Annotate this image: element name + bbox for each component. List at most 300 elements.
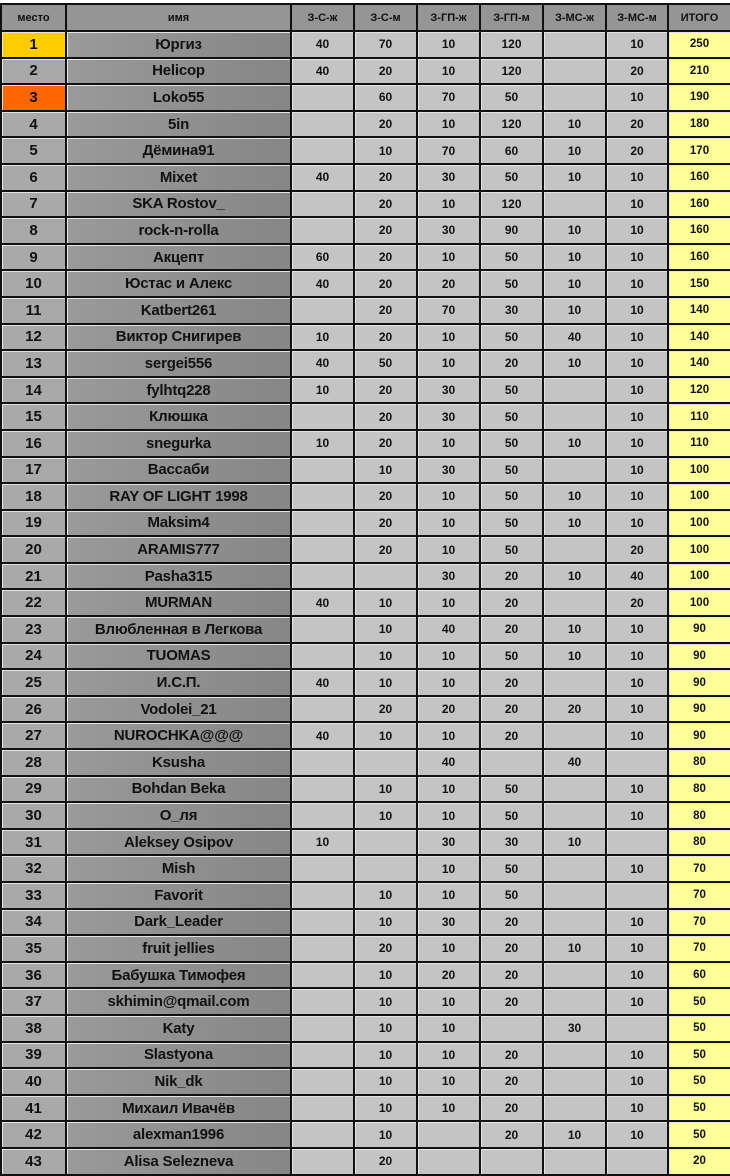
place-cell: 23 bbox=[1, 616, 66, 643]
header-z-s-m: З-С-м bbox=[354, 4, 417, 31]
total-cell: 140 bbox=[668, 350, 730, 377]
z-gp-m-cell: 60 bbox=[480, 137, 543, 164]
table-row bbox=[1, 829, 730, 856]
table-row bbox=[1, 722, 730, 749]
z-ms-m-cell: 40 bbox=[606, 563, 668, 590]
z-gp-m-cell: 20 bbox=[480, 962, 543, 989]
z-s-m-cell: 20 bbox=[354, 403, 417, 430]
place-cell: 30 bbox=[1, 802, 66, 829]
name-cell: rock-n-rolla bbox=[66, 217, 291, 244]
total-cell: 90 bbox=[668, 722, 730, 749]
z-ms-zh-cell: 10 bbox=[543, 829, 606, 856]
place-cell: 36 bbox=[1, 962, 66, 989]
z-s-m-cell: 20 bbox=[354, 377, 417, 404]
z-ms-zh-cell bbox=[543, 31, 606, 58]
z-s-m-cell: 20 bbox=[354, 164, 417, 191]
z-s-zh-cell bbox=[291, 563, 354, 590]
place-cell: 2 bbox=[1, 58, 66, 85]
place-cell: 7 bbox=[1, 191, 66, 218]
table-row bbox=[1, 1148, 730, 1175]
z-ms-m-cell: 10 bbox=[606, 377, 668, 404]
z-gp-m-cell: 50 bbox=[480, 536, 543, 563]
place-cell: 14 bbox=[1, 377, 66, 404]
z-s-zh-cell bbox=[291, 1148, 354, 1175]
name-cell: Ksusha bbox=[66, 749, 291, 776]
table-row bbox=[1, 137, 730, 164]
place-cell: 43 bbox=[1, 1148, 66, 1175]
z-ms-zh-cell: 10 bbox=[543, 350, 606, 377]
z-s-m-cell: 20 bbox=[354, 1148, 417, 1175]
z-gp-m-cell: 50 bbox=[480, 483, 543, 510]
total-cell: 210 bbox=[668, 58, 730, 85]
z-s-m-cell: 20 bbox=[354, 270, 417, 297]
total-cell: 80 bbox=[668, 749, 730, 776]
z-gp-m-cell: 20 bbox=[480, 722, 543, 749]
name-cell: О_ля bbox=[66, 802, 291, 829]
z-gp-m-cell: 50 bbox=[480, 882, 543, 909]
z-gp-zh-cell: 10 bbox=[417, 324, 480, 351]
z-s-zh-cell: 40 bbox=[291, 58, 354, 85]
z-s-m-cell: 10 bbox=[354, 457, 417, 484]
z-ms-m-cell: 10 bbox=[606, 324, 668, 351]
table-row bbox=[1, 377, 730, 404]
z-gp-m-cell: 50 bbox=[480, 164, 543, 191]
name-cell: Mixet bbox=[66, 164, 291, 191]
table-row bbox=[1, 962, 730, 989]
table-row bbox=[1, 1015, 730, 1042]
z-s-zh-cell bbox=[291, 909, 354, 936]
place-cell: 33 bbox=[1, 882, 66, 909]
z-s-zh-cell: 40 bbox=[291, 722, 354, 749]
z-s-m-cell: 60 bbox=[354, 84, 417, 111]
z-s-m-cell bbox=[354, 855, 417, 882]
z-ms-m-cell: 10 bbox=[606, 962, 668, 989]
name-cell: skhimin@qmail.com bbox=[66, 988, 291, 1015]
z-gp-m-cell: 20 bbox=[480, 909, 543, 936]
z-s-zh-cell bbox=[291, 1121, 354, 1148]
z-gp-m-cell: 20 bbox=[480, 1121, 543, 1148]
leaderboard-table bbox=[0, 3, 730, 1176]
name-cell: Михаил Ивачёв bbox=[66, 1095, 291, 1122]
name-cell: Maksim4 bbox=[66, 510, 291, 537]
z-s-zh-cell bbox=[291, 84, 354, 111]
z-s-m-cell: 20 bbox=[354, 297, 417, 324]
z-s-m-cell: 10 bbox=[354, 643, 417, 670]
z-s-m-cell: 20 bbox=[354, 58, 417, 85]
z-s-zh-cell bbox=[291, 935, 354, 962]
z-ms-m-cell: 10 bbox=[606, 1042, 668, 1069]
name-cell: RAY OF LIGHT 1998 bbox=[66, 483, 291, 510]
z-ms-zh-cell: 10 bbox=[543, 297, 606, 324]
total-cell: 70 bbox=[668, 882, 730, 909]
z-ms-m-cell: 10 bbox=[606, 935, 668, 962]
z-gp-m-cell: 120 bbox=[480, 111, 543, 138]
z-gp-zh-cell: 70 bbox=[417, 84, 480, 111]
z-gp-zh-cell: 10 bbox=[417, 589, 480, 616]
z-s-m-cell: 50 bbox=[354, 350, 417, 377]
z-gp-zh-cell: 10 bbox=[417, 935, 480, 962]
total-cell: 100 bbox=[668, 536, 730, 563]
z-s-m-cell bbox=[354, 749, 417, 776]
z-gp-m-cell bbox=[480, 1148, 543, 1175]
z-s-zh-cell: 10 bbox=[291, 829, 354, 856]
z-s-m-cell: 10 bbox=[354, 589, 417, 616]
place-cell: 37 bbox=[1, 988, 66, 1015]
z-gp-m-cell: 120 bbox=[480, 58, 543, 85]
z-s-zh-cell bbox=[291, 882, 354, 909]
table-row bbox=[1, 669, 730, 696]
table-row bbox=[1, 350, 730, 377]
table-row bbox=[1, 1121, 730, 1148]
z-ms-zh-cell: 10 bbox=[543, 483, 606, 510]
name-cell: Клюшка bbox=[66, 403, 291, 430]
z-s-m-cell: 20 bbox=[354, 536, 417, 563]
z-ms-m-cell: 10 bbox=[606, 191, 668, 218]
table-row bbox=[1, 297, 730, 324]
table-row bbox=[1, 855, 730, 882]
table-row bbox=[1, 324, 730, 351]
z-ms-m-cell: 10 bbox=[606, 297, 668, 324]
z-ms-m-cell: 10 bbox=[606, 510, 668, 537]
name-cell: Favorit bbox=[66, 882, 291, 909]
place-cell: 16 bbox=[1, 430, 66, 457]
total-cell: 100 bbox=[668, 563, 730, 590]
z-gp-zh-cell: 20 bbox=[417, 696, 480, 723]
total-cell: 50 bbox=[668, 988, 730, 1015]
z-ms-zh-cell: 10 bbox=[543, 430, 606, 457]
z-s-zh-cell: 40 bbox=[291, 31, 354, 58]
total-cell: 50 bbox=[668, 1121, 730, 1148]
z-s-zh-cell bbox=[291, 191, 354, 218]
name-cell: Alisa Selezneva bbox=[66, 1148, 291, 1175]
table-body bbox=[1, 31, 730, 1175]
name-cell: Aleksey Osipov bbox=[66, 829, 291, 856]
table-row bbox=[1, 589, 730, 616]
name-cell: SKA Rostov_ bbox=[66, 191, 291, 218]
header-place: место bbox=[1, 4, 66, 31]
z-s-zh-cell bbox=[291, 1042, 354, 1069]
place-cell: 31 bbox=[1, 829, 66, 856]
total-cell: 160 bbox=[668, 217, 730, 244]
z-s-m-cell: 20 bbox=[354, 483, 417, 510]
z-gp-zh-cell: 70 bbox=[417, 137, 480, 164]
name-cell: Nik_dk bbox=[66, 1068, 291, 1095]
place-cell: 5 bbox=[1, 137, 66, 164]
z-ms-m-cell: 10 bbox=[606, 350, 668, 377]
place-cell: 17 bbox=[1, 457, 66, 484]
table-row bbox=[1, 84, 730, 111]
z-gp-zh-cell: 70 bbox=[417, 297, 480, 324]
z-gp-m-cell: 50 bbox=[480, 324, 543, 351]
z-s-zh-cell: 40 bbox=[291, 350, 354, 377]
total-cell: 50 bbox=[668, 1015, 730, 1042]
z-ms-zh-cell bbox=[543, 802, 606, 829]
z-gp-zh-cell: 10 bbox=[417, 1068, 480, 1095]
total-cell: 90 bbox=[668, 616, 730, 643]
z-s-zh-cell bbox=[291, 988, 354, 1015]
place-cell: 8 bbox=[1, 217, 66, 244]
total-cell: 180 bbox=[668, 111, 730, 138]
z-s-m-cell: 20 bbox=[354, 111, 417, 138]
total-cell: 100 bbox=[668, 457, 730, 484]
z-ms-zh-cell bbox=[543, 1042, 606, 1069]
z-gp-zh-cell: 10 bbox=[417, 1015, 480, 1042]
total-cell: 20 bbox=[668, 1148, 730, 1175]
total-cell: 50 bbox=[668, 1095, 730, 1122]
place-cell: 13 bbox=[1, 350, 66, 377]
total-cell: 90 bbox=[668, 669, 730, 696]
z-s-m-cell: 20 bbox=[354, 510, 417, 537]
z-ms-m-cell bbox=[606, 749, 668, 776]
name-cell: Pasha315 bbox=[66, 563, 291, 590]
z-gp-zh-cell: 20 bbox=[417, 962, 480, 989]
z-gp-m-cell: 50 bbox=[480, 643, 543, 670]
z-s-zh-cell bbox=[291, 457, 354, 484]
total-cell: 110 bbox=[668, 403, 730, 430]
z-s-m-cell: 10 bbox=[354, 988, 417, 1015]
z-gp-m-cell: 20 bbox=[480, 1095, 543, 1122]
z-s-zh-cell: 40 bbox=[291, 164, 354, 191]
z-ms-m-cell: 20 bbox=[606, 58, 668, 85]
name-cell: Дёмина91 bbox=[66, 137, 291, 164]
z-gp-zh-cell: 10 bbox=[417, 111, 480, 138]
name-cell: Slastyona bbox=[66, 1042, 291, 1069]
place-cell: 35 bbox=[1, 935, 66, 962]
z-s-zh-cell: 40 bbox=[291, 270, 354, 297]
total-cell: 170 bbox=[668, 137, 730, 164]
z-s-m-cell: 10 bbox=[354, 1121, 417, 1148]
place-cell: 24 bbox=[1, 643, 66, 670]
table-row bbox=[1, 749, 730, 776]
place-cell: 42 bbox=[1, 1121, 66, 1148]
z-s-m-cell: 20 bbox=[354, 430, 417, 457]
place-cell: 15 bbox=[1, 403, 66, 430]
z-gp-zh-cell: 20 bbox=[417, 270, 480, 297]
place-cell: 10 bbox=[1, 270, 66, 297]
table-row bbox=[1, 909, 730, 936]
header-row bbox=[1, 4, 730, 31]
place-cell: 38 bbox=[1, 1015, 66, 1042]
table-row bbox=[1, 563, 730, 590]
z-gp-m-cell: 20 bbox=[480, 589, 543, 616]
z-gp-m-cell: 50 bbox=[480, 403, 543, 430]
total-cell: 70 bbox=[668, 935, 730, 962]
z-gp-zh-cell: 10 bbox=[417, 722, 480, 749]
z-ms-m-cell: 10 bbox=[606, 802, 668, 829]
z-gp-m-cell: 90 bbox=[480, 217, 543, 244]
place-cell: 29 bbox=[1, 776, 66, 803]
z-s-m-cell: 20 bbox=[354, 696, 417, 723]
total-cell: 150 bbox=[668, 270, 730, 297]
place-cell: 41 bbox=[1, 1095, 66, 1122]
z-s-zh-cell bbox=[291, 403, 354, 430]
z-gp-zh-cell: 10 bbox=[417, 191, 480, 218]
name-cell: fruit jellies bbox=[66, 935, 291, 962]
name-cell: sergei556 bbox=[66, 350, 291, 377]
z-ms-zh-cell bbox=[543, 776, 606, 803]
z-s-zh-cell bbox=[291, 1068, 354, 1095]
z-ms-m-cell: 10 bbox=[606, 1095, 668, 1122]
table-row bbox=[1, 111, 730, 138]
z-gp-m-cell: 20 bbox=[480, 616, 543, 643]
z-ms-m-cell: 20 bbox=[606, 536, 668, 563]
z-gp-zh-cell: 10 bbox=[417, 988, 480, 1015]
z-gp-zh-cell: 30 bbox=[417, 829, 480, 856]
place-cell: 6 bbox=[1, 164, 66, 191]
z-s-zh-cell bbox=[291, 776, 354, 803]
total-cell: 100 bbox=[668, 589, 730, 616]
table-row bbox=[1, 696, 730, 723]
z-ms-m-cell: 10 bbox=[606, 669, 668, 696]
z-gp-m-cell: 50 bbox=[480, 510, 543, 537]
z-ms-zh-cell bbox=[543, 855, 606, 882]
z-gp-m-cell: 30 bbox=[480, 829, 543, 856]
name-cell: TUOMAS bbox=[66, 643, 291, 670]
place-cell: 34 bbox=[1, 909, 66, 936]
z-ms-zh-cell: 40 bbox=[543, 324, 606, 351]
z-s-m-cell: 10 bbox=[354, 137, 417, 164]
header-z-s-zh: З-С-ж bbox=[291, 4, 354, 31]
z-ms-zh-cell bbox=[543, 377, 606, 404]
z-gp-m-cell: 50 bbox=[480, 430, 543, 457]
z-ms-m-cell: 20 bbox=[606, 137, 668, 164]
z-gp-m-cell: 20 bbox=[480, 563, 543, 590]
total-cell: 160 bbox=[668, 191, 730, 218]
z-gp-zh-cell: 10 bbox=[417, 430, 480, 457]
z-gp-m-cell: 20 bbox=[480, 935, 543, 962]
place-cell: 4 bbox=[1, 111, 66, 138]
name-cell: Katbert261 bbox=[66, 297, 291, 324]
header-z-ms-m: З-МС-м bbox=[606, 4, 668, 31]
z-gp-zh-cell: 10 bbox=[417, 536, 480, 563]
z-ms-zh-cell: 10 bbox=[543, 244, 606, 271]
z-ms-m-cell bbox=[606, 1148, 668, 1175]
table-row bbox=[1, 882, 730, 909]
z-ms-zh-cell bbox=[543, 1095, 606, 1122]
name-cell: snegurka bbox=[66, 430, 291, 457]
z-ms-zh-cell bbox=[543, 1068, 606, 1095]
total-cell: 70 bbox=[668, 855, 730, 882]
z-ms-zh-cell bbox=[543, 84, 606, 111]
table-row bbox=[1, 191, 730, 218]
z-ms-zh-cell: 40 bbox=[543, 749, 606, 776]
header-z-gp-m: З-ГП-м bbox=[480, 4, 543, 31]
z-ms-m-cell: 10 bbox=[606, 1068, 668, 1095]
z-ms-m-cell: 10 bbox=[606, 430, 668, 457]
z-s-m-cell: 10 bbox=[354, 962, 417, 989]
z-ms-zh-cell: 10 bbox=[543, 935, 606, 962]
table-row bbox=[1, 1042, 730, 1069]
z-s-m-cell: 10 bbox=[354, 1095, 417, 1122]
z-ms-zh-cell bbox=[543, 589, 606, 616]
z-s-zh-cell bbox=[291, 536, 354, 563]
z-gp-m-cell: 20 bbox=[480, 350, 543, 377]
z-ms-m-cell: 10 bbox=[606, 270, 668, 297]
place-cell: 3 bbox=[1, 84, 66, 111]
z-gp-zh-cell: 10 bbox=[417, 350, 480, 377]
z-gp-m-cell bbox=[480, 1015, 543, 1042]
z-ms-m-cell: 10 bbox=[606, 483, 668, 510]
header-name: имя bbox=[66, 4, 291, 31]
place-cell: 11 bbox=[1, 297, 66, 324]
table-row bbox=[1, 483, 730, 510]
table-row bbox=[1, 270, 730, 297]
header-z-ms-zh: З-МС-ж bbox=[543, 4, 606, 31]
z-ms-zh-cell: 10 bbox=[543, 164, 606, 191]
table-row bbox=[1, 403, 730, 430]
z-gp-zh-cell: 10 bbox=[417, 669, 480, 696]
z-gp-zh-cell: 30 bbox=[417, 377, 480, 404]
name-cell: Mish bbox=[66, 855, 291, 882]
z-ms-m-cell: 20 bbox=[606, 111, 668, 138]
z-gp-m-cell: 50 bbox=[480, 776, 543, 803]
z-s-m-cell: 10 bbox=[354, 616, 417, 643]
z-s-m-cell: 10 bbox=[354, 1015, 417, 1042]
z-gp-zh-cell: 10 bbox=[417, 58, 480, 85]
z-s-m-cell: 10 bbox=[354, 722, 417, 749]
total-cell: 100 bbox=[668, 510, 730, 537]
name-cell: NUROCHKA@@@ bbox=[66, 722, 291, 749]
z-gp-zh-cell: 30 bbox=[417, 563, 480, 590]
name-cell: Katy bbox=[66, 1015, 291, 1042]
place-cell: 28 bbox=[1, 749, 66, 776]
z-gp-zh-cell: 10 bbox=[417, 802, 480, 829]
z-s-zh-cell bbox=[291, 616, 354, 643]
table-row bbox=[1, 802, 730, 829]
place-cell: 12 bbox=[1, 324, 66, 351]
z-ms-zh-cell bbox=[543, 403, 606, 430]
table-row bbox=[1, 58, 730, 85]
z-gp-zh-cell: 10 bbox=[417, 855, 480, 882]
name-cell: fylhtq228 bbox=[66, 377, 291, 404]
z-s-m-cell: 20 bbox=[354, 935, 417, 962]
z-ms-m-cell: 10 bbox=[606, 855, 668, 882]
z-s-zh-cell: 40 bbox=[291, 669, 354, 696]
name-cell: Влюбленная в Легкова bbox=[66, 616, 291, 643]
z-s-zh-cell bbox=[291, 962, 354, 989]
place-cell: 25 bbox=[1, 669, 66, 696]
table-row bbox=[1, 430, 730, 457]
z-ms-zh-cell bbox=[543, 536, 606, 563]
z-gp-zh-cell: 10 bbox=[417, 244, 480, 271]
header-z-gp-zh: З-ГП-ж bbox=[417, 4, 480, 31]
total-cell: 250 bbox=[668, 31, 730, 58]
name-cell: Юргиз bbox=[66, 31, 291, 58]
z-s-zh-cell bbox=[291, 483, 354, 510]
z-ms-m-cell: 10 bbox=[606, 217, 668, 244]
name-cell: Бабушка Тимофея bbox=[66, 962, 291, 989]
name-cell: Вассаби bbox=[66, 457, 291, 484]
z-ms-zh-cell bbox=[543, 909, 606, 936]
z-s-zh-cell bbox=[291, 1095, 354, 1122]
z-gp-zh-cell: 10 bbox=[417, 1095, 480, 1122]
z-ms-zh-cell: 10 bbox=[543, 217, 606, 244]
z-ms-m-cell: 10 bbox=[606, 988, 668, 1015]
z-s-zh-cell: 10 bbox=[291, 377, 354, 404]
z-ms-zh-cell bbox=[543, 882, 606, 909]
z-ms-m-cell bbox=[606, 882, 668, 909]
table-row bbox=[1, 244, 730, 271]
z-gp-zh-cell: 10 bbox=[417, 510, 480, 537]
z-ms-zh-cell: 20 bbox=[543, 696, 606, 723]
z-ms-zh-cell bbox=[543, 457, 606, 484]
z-ms-zh-cell bbox=[543, 669, 606, 696]
table-row bbox=[1, 510, 730, 537]
table-row bbox=[1, 1095, 730, 1122]
table-row bbox=[1, 31, 730, 58]
z-gp-m-cell: 20 bbox=[480, 988, 543, 1015]
z-s-m-cell: 10 bbox=[354, 882, 417, 909]
